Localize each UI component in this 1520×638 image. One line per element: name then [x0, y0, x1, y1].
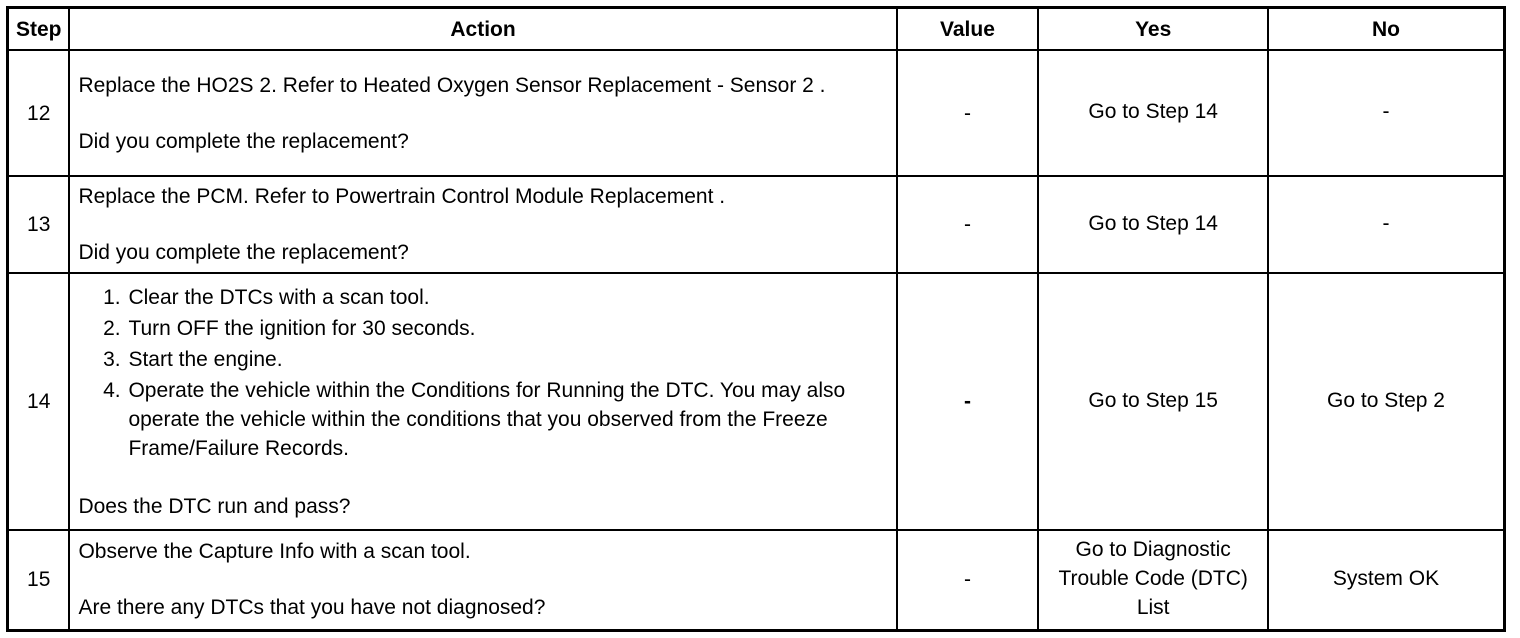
no-cell: Go to Step 2: [1268, 273, 1505, 530]
yes-cell: Go to Step 14: [1038, 176, 1268, 273]
yes-cell: Go to Step 15: [1038, 273, 1268, 530]
no-cell: -: [1268, 50, 1505, 176]
step-number: 12: [8, 50, 70, 176]
list-item: 4. Operate the vehicle within the Conditions for Running the DTC. You may also operate the vehicle within the conditions that you observed from the Freeze Frame/Failure Records.: [126, 376, 887, 463]
action-cell: [69, 273, 896, 530]
header-no: No: [1268, 8, 1505, 51]
no-cell: System OK: [1268, 530, 1505, 630]
list-item: 2. Turn OFF the ignition for 30 seconds.: [126, 314, 887, 343]
action-text: Replace the HO2S 2. Refer to Heated Oxygen Sensor Replacement - Sensor 2 .: [78, 73, 826, 97]
header-step: Step: [8, 8, 70, 51]
no-cell: -: [1268, 176, 1505, 273]
value-cell: -: [897, 530, 1039, 630]
value-cell: -: [897, 273, 1039, 530]
action-cell: [69, 530, 896, 630]
step-number: 14: [8, 273, 70, 530]
header-action: Action: [69, 8, 896, 51]
step-number: 15: [8, 530, 70, 630]
header-yes: Yes: [1038, 8, 1268, 51]
list-item: 3. Start the engine.: [126, 345, 887, 374]
table-row: [8, 530, 1505, 630]
list-item: 1. Clear the DTCs with a scan tool.: [126, 283, 887, 312]
value-cell: -: [897, 50, 1039, 176]
action-question: Did you complete the replacement?: [78, 241, 409, 264]
procedure-list: [78, 283, 887, 463]
action-text: Replace the PCM. Refer to Powertrain Control Module Replacement .: [78, 185, 726, 208]
action-cell: [69, 176, 896, 273]
header-row: [8, 8, 1505, 51]
action-question: Does the DTC run and pass?: [78, 494, 351, 518]
yes-cell: Go to Step 14: [1038, 50, 1268, 176]
action-question: Are there any DTCs that you have not diagnosed?: [78, 596, 546, 620]
value-cell: -: [897, 176, 1039, 273]
table-row: [8, 50, 1505, 176]
action-text: Observe the Capture Info with a scan tool.: [78, 540, 471, 564]
yes-cell: Go to Diagnostic Trouble Code (DTC) List: [1038, 530, 1268, 630]
action-cell: [69, 50, 896, 176]
table-row: [8, 176, 1505, 273]
header-value: Value: [897, 8, 1039, 51]
table-row: [8, 273, 1505, 530]
step-number: 13: [8, 176, 70, 273]
action-question: Did you complete the replacement?: [78, 129, 409, 153]
diagnostic-table: [6, 6, 1506, 632]
